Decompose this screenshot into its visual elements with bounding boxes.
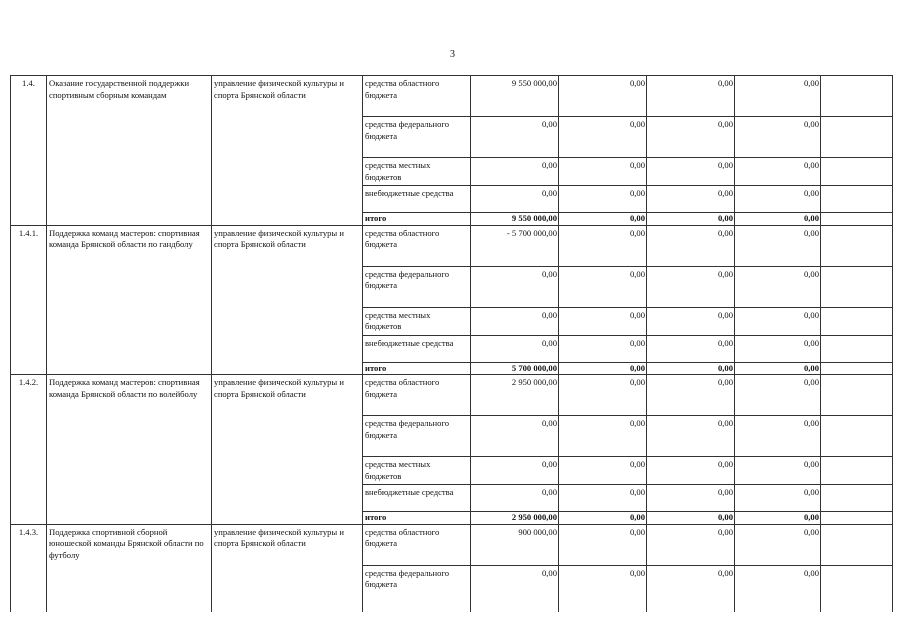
total-amount: 0,00 xyxy=(735,213,821,226)
amount-cell: 2 950 000,00 xyxy=(471,375,559,416)
empty-cell xyxy=(821,524,893,565)
total-amount: 9 550 000,00 xyxy=(471,213,559,226)
empty-cell xyxy=(821,266,893,307)
amount-cell: 0,00 xyxy=(471,335,559,362)
total-amount: 5 700 000,00 xyxy=(471,362,559,375)
funding-source: средства местных бюджетов xyxy=(363,307,471,335)
empty-cell xyxy=(821,213,893,226)
amount-cell: 0,00 xyxy=(647,524,735,565)
empty-cell xyxy=(821,565,893,612)
funding-source: средства областного бюджета xyxy=(363,76,471,117)
amount-cell: 0,00 xyxy=(471,485,559,512)
amount-cell: 0,00 xyxy=(735,485,821,512)
amount-cell: 0,00 xyxy=(559,117,647,158)
amount-cell: - 5 700 000,00 xyxy=(471,225,559,266)
amount-cell: 0,00 xyxy=(559,76,647,117)
total-amount: 2 950 000,00 xyxy=(471,512,559,525)
amount-cell: 0,00 xyxy=(735,524,821,565)
amount-cell: 0,00 xyxy=(735,416,821,457)
amount-cell: 0,00 xyxy=(559,225,647,266)
empty-cell xyxy=(821,362,893,375)
amount-cell: 0,00 xyxy=(735,565,821,612)
funding-source: внебюджетные средства xyxy=(363,186,471,213)
funding-table xyxy=(10,75,893,612)
amount-cell: 0,00 xyxy=(471,457,559,485)
empty-cell xyxy=(821,485,893,512)
amount-cell: 0,00 xyxy=(647,266,735,307)
empty-cell xyxy=(821,307,893,335)
amount-cell: 900 000,00 xyxy=(471,524,559,565)
amount-cell: 0,00 xyxy=(647,565,735,612)
table-row xyxy=(11,524,893,565)
amount-cell: 0,00 xyxy=(559,266,647,307)
funding-source: средства областного бюджета xyxy=(363,225,471,266)
amount-cell: 0,00 xyxy=(559,565,647,612)
amount-cell: 0,00 xyxy=(471,416,559,457)
amount-cell: 0,00 xyxy=(559,307,647,335)
amount-cell: 0,00 xyxy=(471,565,559,612)
amount-cell: 0,00 xyxy=(471,186,559,213)
funding-source: внебюджетные средства xyxy=(363,335,471,362)
amount-cell: 0,00 xyxy=(735,457,821,485)
amount-cell: 0,00 xyxy=(647,375,735,416)
amount-cell: 0,00 xyxy=(559,375,647,416)
amount-cell: 0,00 xyxy=(647,457,735,485)
amount-cell: 0,00 xyxy=(647,186,735,213)
amount-cell: 0,00 xyxy=(647,416,735,457)
empty-cell xyxy=(821,375,893,416)
amount-cell: 0,00 xyxy=(559,158,647,186)
empty-cell xyxy=(821,186,893,213)
amount-cell: 0,00 xyxy=(647,158,735,186)
total-label: итого xyxy=(363,213,471,226)
total-amount: 0,00 xyxy=(735,362,821,375)
amount-cell: 0,00 xyxy=(559,485,647,512)
item-number: 1.4.1. xyxy=(11,225,47,375)
amount-cell: 0,00 xyxy=(471,158,559,186)
total-label: итого xyxy=(363,512,471,525)
empty-cell xyxy=(821,416,893,457)
amount-cell: 9 550 000,00 xyxy=(471,76,559,117)
empty-cell xyxy=(821,117,893,158)
amount-cell: 0,00 xyxy=(735,76,821,117)
empty-cell xyxy=(821,457,893,485)
total-amount: 0,00 xyxy=(559,362,647,375)
amount-cell: 0,00 xyxy=(735,266,821,307)
amount-cell: 0,00 xyxy=(647,335,735,362)
table-row xyxy=(11,76,893,117)
total-amount: 0,00 xyxy=(647,512,735,525)
item-executor: управление физической культуры и спорта Брянской области xyxy=(212,375,363,525)
amount-cell: 0,00 xyxy=(559,186,647,213)
amount-cell: 0,00 xyxy=(471,266,559,307)
amount-cell: 0,00 xyxy=(735,375,821,416)
funding-source: средства федерального бюджета xyxy=(363,565,471,612)
funding-source: средства областного бюджета xyxy=(363,375,471,416)
amount-cell: 0,00 xyxy=(647,225,735,266)
amount-cell: 0,00 xyxy=(647,76,735,117)
item-name: Поддержка команд мастеров: спортивная команда Брянской области по гандболу xyxy=(47,225,212,375)
amount-cell: 0,00 xyxy=(735,186,821,213)
table-body xyxy=(11,76,893,612)
amount-cell: 0,00 xyxy=(559,457,647,485)
funding-source: средства местных бюджетов xyxy=(363,158,471,186)
amount-cell: 0,00 xyxy=(735,335,821,362)
amount-cell: 0,00 xyxy=(471,117,559,158)
funding-source: средства областного бюджета xyxy=(363,524,471,565)
total-amount: 0,00 xyxy=(735,512,821,525)
empty-cell xyxy=(821,76,893,117)
empty-cell xyxy=(821,512,893,525)
amount-cell: 0,00 xyxy=(647,485,735,512)
funding-source: средства федерального бюджета xyxy=(363,266,471,307)
total-amount: 0,00 xyxy=(647,362,735,375)
item-number: 1.4.2. xyxy=(11,375,47,525)
amount-cell: 0,00 xyxy=(735,158,821,186)
amount-cell: 0,00 xyxy=(735,225,821,266)
amount-cell: 0,00 xyxy=(735,117,821,158)
item-executor: управление физической культуры и спорта Брянской области xyxy=(212,225,363,375)
total-amount: 0,00 xyxy=(559,213,647,226)
table-row xyxy=(11,375,893,416)
total-amount: 0,00 xyxy=(559,512,647,525)
item-name: Оказание государственной поддержки спортивным сборным командам xyxy=(47,76,212,226)
funding-source: средства федерального бюджета xyxy=(363,416,471,457)
total-amount: 0,00 xyxy=(647,213,735,226)
total-label: итого xyxy=(363,362,471,375)
item-executor: управление физической культуры и спорта Брянской области xyxy=(212,76,363,226)
amount-cell: 0,00 xyxy=(559,416,647,457)
funding-source: внебюджетные средства xyxy=(363,485,471,512)
item-number: 1.4.3. xyxy=(11,524,47,612)
item-name: Поддержка спортивной сборной юношеской команды Брянской области по футболу xyxy=(47,524,212,612)
amount-cell: 0,00 xyxy=(735,307,821,335)
funding-source: средства федерального бюджета xyxy=(363,117,471,158)
table-row xyxy=(11,225,893,266)
empty-cell xyxy=(821,225,893,266)
amount-cell: 0,00 xyxy=(647,117,735,158)
amount-cell: 0,00 xyxy=(647,307,735,335)
amount-cell: 0,00 xyxy=(559,524,647,565)
page-number: 3 xyxy=(450,49,455,60)
item-number: 1.4. xyxy=(11,76,47,226)
amount-cell: 0,00 xyxy=(471,307,559,335)
item-name: Поддержка команд мастеров: спортивная команда Брянской области по волейболу xyxy=(47,375,212,525)
amount-cell: 0,00 xyxy=(559,335,647,362)
empty-cell xyxy=(821,335,893,362)
funding-source: средства местных бюджетов xyxy=(363,457,471,485)
item-executor: управление физической культуры и спорта Брянской области xyxy=(212,524,363,612)
empty-cell xyxy=(821,158,893,186)
